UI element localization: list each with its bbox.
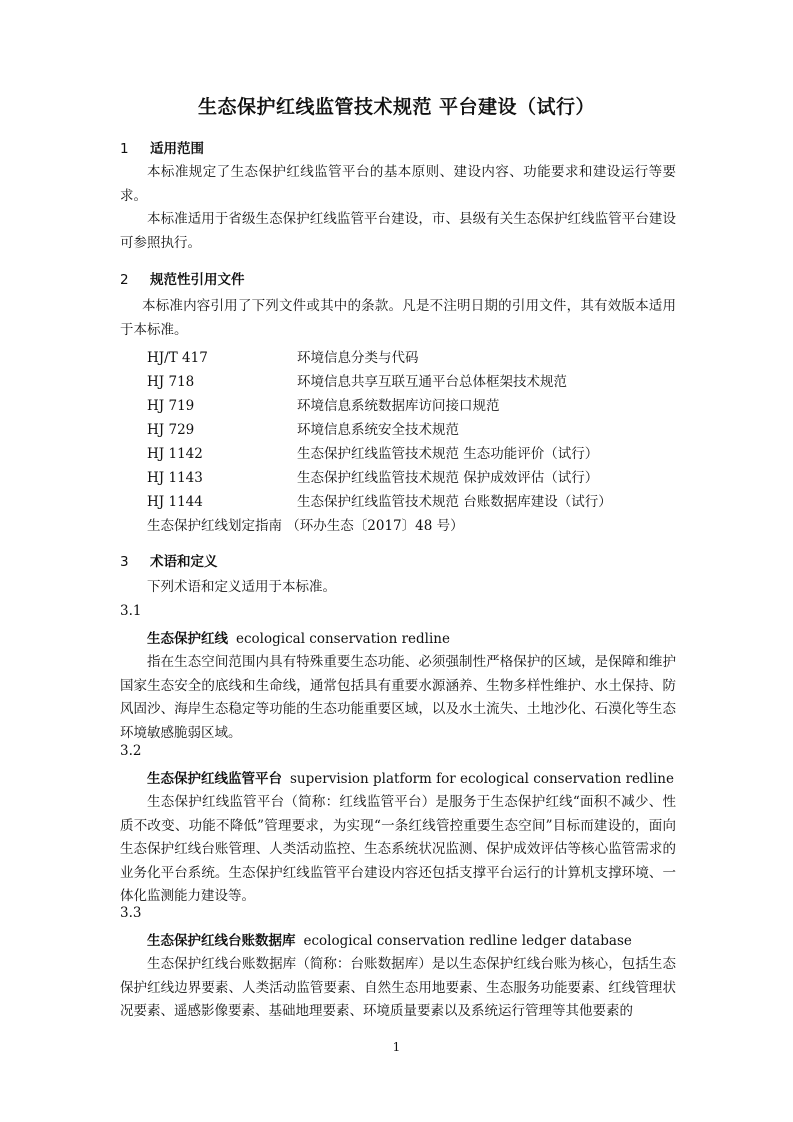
term-en: ecological conservation redline ledger database	[303, 933, 632, 949]
paragraph: 下列术语和定义适用于本标准。	[147, 579, 336, 595]
section-number: 2	[120, 272, 129, 288]
section-2-heading	[120, 268, 245, 288]
term-heading	[147, 929, 632, 949]
reference-name: 环境信息系统数据库访问接口规范	[297, 398, 500, 414]
reference-code: HJ/T 417	[147, 350, 208, 366]
reference-row	[147, 394, 500, 414]
term-cn: 生态保护红线监管平台	[147, 771, 282, 787]
reference-code: HJ 1143	[147, 470, 203, 486]
term-definition: 生态保护红线监管平台（简称：红线监管平台）是服务于生态保护红线“面积不减少、性质不改变、功能不降低”管理要求，为实现“一条红线管控重要生态空间”目标而建设的，面向生态保护红线台账管理、人类活动监控、生态系统状况监测、保护成效评估等核心监管需求的业务化平台系统。生态保护红线监管平台建设内容还包括支撑平台运行的计算机支撑环境、一体化监测能力建设等。	[120, 794, 676, 905]
term-cn: 生态保护红线台账数据库	[147, 933, 296, 949]
reference-row	[147, 490, 612, 510]
reference-name: 环境信息分类与代码	[297, 350, 419, 366]
section-number: 1	[120, 141, 129, 157]
section-title: 术语和定义	[150, 554, 218, 570]
term-en: supervision platform for ecological conservation redline	[290, 771, 674, 787]
term-definition: 指在生态空间范围内具有特殊重要生态功能、必须强制性严格保护的区域，是保障和维护国家生态安全的底线和生命线，通常包括具有重要水源涵养、生物多样性维护、水土保持、防风固沙、海岸生态稳定等功能的生态功能重要区域，以及水土流失、土地沙化、石漠化等生态环境敏感脆弱区域。	[120, 654, 676, 741]
reference-row	[147, 370, 567, 390]
reference-extra: 生态保护红线划定指南 （环办生态〔2017〕48 号）	[147, 518, 464, 534]
paragraph: 本标准内容引用了下列文件或其中的条款。凡是不注明日期的引用文件，其有效版本适用于本标准。	[120, 298, 676, 338]
term-heading	[147, 767, 674, 787]
reference-row	[147, 418, 459, 438]
paragraph: 本标准规定了生态保护红线监管平台的基本原则、建设内容、功能要求和建设运行等要求。	[120, 164, 676, 204]
term-number: 3.3	[120, 905, 142, 921]
reference-row	[147, 346, 419, 366]
section-title: 适用范围	[150, 141, 204, 157]
reference-name: 环境信息共享互联互通平台总体框架技术规范	[297, 374, 567, 390]
reference-name: 生态保护红线监管技术规范 保护成效评估（试行）	[297, 470, 599, 486]
paragraph: 本标准适用于省级生态保护红线监管平台建设，市、县级有关生态保护红线监管平台建设可参照执行。	[120, 211, 676, 251]
term-cn: 生态保护红线	[147, 631, 228, 647]
reference-name: 环境信息系统安全技术规范	[297, 422, 459, 438]
reference-name: 生态保护红线监管技术规范 台账数据库建设（试行）	[297, 494, 612, 510]
section-title: 规范性引用文件	[150, 272, 245, 288]
reference-row	[147, 442, 598, 462]
reference-code: HJ 1142	[147, 446, 203, 462]
reference-row	[147, 466, 598, 486]
section-3-heading	[120, 550, 218, 570]
term-definition: 生态保护红线台账数据库（简称：台账数据库）是以生态保护红线台账为核心，包括生态保护红线边界要素、人类活动监管要素、自然生态用地要素、生态服务功能要素、红线管理状况要素、遥感影像要素、基础地理要素、环境质量要素以及系统运行管理等其他要素的	[120, 956, 676, 1020]
reference-code: HJ 719	[147, 398, 195, 414]
term-number: 3.2	[120, 743, 142, 759]
section-number: 3	[120, 554, 129, 570]
document-title: 生态保护红线监管技术规范 平台建设（试行）	[197, 96, 596, 118]
page-number: 1	[392, 1040, 401, 1054]
reference-code: HJ 729	[147, 422, 195, 438]
reference-code: HJ 718	[147, 374, 195, 390]
term-number: 3.1	[120, 603, 142, 619]
section-1-heading	[120, 137, 204, 157]
reference-name: 生态保护红线监管技术规范 生态功能评价（试行）	[297, 446, 599, 462]
term-en: ecological conservation redline	[236, 631, 450, 647]
reference-code: HJ 1144	[147, 494, 203, 510]
term-heading	[147, 627, 450, 647]
